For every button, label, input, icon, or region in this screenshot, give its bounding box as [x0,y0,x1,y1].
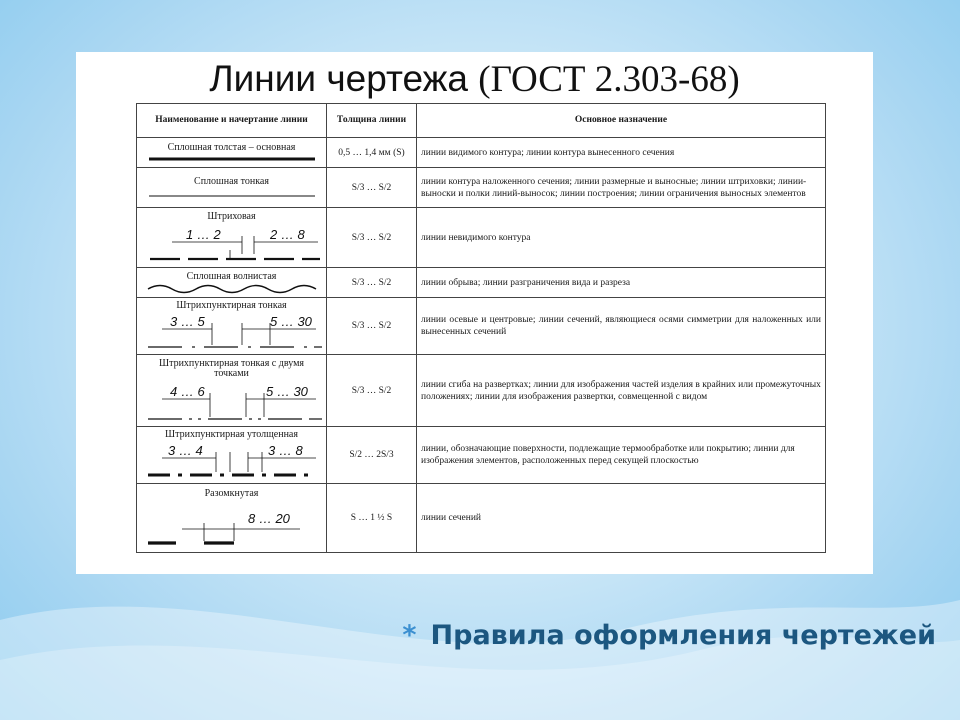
dim-right-label: 2 … 8 [269,226,305,242]
dashed-line-sample [142,222,322,266]
footer-title [402,620,936,651]
table-row [137,298,826,355]
row-name-cell [137,484,327,553]
line-name: Штрихпунктирная тонкая с двумя точками [158,358,304,379]
row-name-cell [137,168,327,208]
solid-thick-line-sample [147,153,317,165]
row-name-cell [137,138,327,168]
line-name: Штрихпунктирная утолщенная [165,429,298,440]
line-name: Штрихпунктирная тонкая [176,300,287,311]
dim-left-label: 3 … 4 [167,443,203,458]
line-name: Сплошная толстая – основная [167,141,296,153]
row-name-cell [137,208,327,268]
dim-right-label: 8 … 20 [247,511,290,526]
line-purpose: линии осевые и центровые; линии сечений, являющиеся осями симметрии для наложенных или вынесенных сечений [417,298,826,355]
table-row [137,484,826,553]
row-name-cell [137,268,327,298]
row-name-cell [137,298,327,355]
slide-title-main: Линии чертежа [209,58,468,99]
header-purpose: Основное назначение [417,104,826,138]
line-purpose: линии сгиба на развертках; линии для изображения частей изделия в крайних или промежуточных положениях; линии для изображения развертки, совмещенной с видом [417,355,826,427]
line-types-table [136,103,826,553]
line-purpose: линии обрыва; линии разграничения вида и разреза [417,268,826,298]
line-thickness: S … 1 ½ S [327,484,417,553]
dim-right-label: 3 … 8 [267,443,303,458]
line-thickness: S/3 … S/2 [327,298,417,355]
solid-thin-line-sample [147,187,317,201]
dim-right-label: 5 … 30 [269,314,312,329]
line-name: Сплошная волнистая [186,270,277,282]
dash-dot-thick-line-sample [142,440,322,482]
line-thickness: S/3 … S/2 [327,355,417,427]
row-name-cell [137,427,327,484]
line-name: Сплошная тонкая [194,175,269,187]
line-thickness: S/2 … 2S/3 [327,427,417,484]
line-thickness: S/3 … S/2 [327,168,417,208]
table-header-row [137,104,826,138]
table-row [137,427,826,484]
dim-left-label: 3 … 5 [169,314,205,329]
line-purpose: линии контура наложенного сечения; линии размерные и выносные; линии штриховки; линии-выноски и полки линий-выносок; линии построения; линии ограничения выносных элементов [417,168,826,208]
table-row [137,138,826,168]
table-row [137,168,826,208]
wavy-line-sample [142,282,322,296]
header-name: Наименование и начертание линии [137,104,327,138]
header-thickness: Толщина линии [327,104,417,138]
footer-title-text: Правила оформления чертежей [430,620,936,651]
dim-right-label: 5 … 30 [265,384,308,399]
row-name-cell [137,355,327,427]
line-thickness: S/3 … S/2 [327,268,417,298]
line-thickness: S/3 … S/2 [327,208,417,268]
open-line-sample [142,499,322,549]
bullet-star-icon: * [402,620,417,651]
line-name: Штриховая [207,210,256,222]
line-purpose: линии видимого контура; линии контура вынесенного сечения [417,138,826,168]
line-purpose: линии невидимого контура [417,208,826,268]
line-purpose: линии сечений [417,484,826,553]
slide-title-reference: (ГОСТ 2.303-68) [478,59,740,100]
dash-dot-thin-line-sample [142,311,322,353]
content-panel [76,52,873,574]
line-name: Разомкнутая [204,488,259,499]
table-row [137,208,826,268]
line-thickness: 0,5 … 1,4 мм (S) [327,138,417,168]
slide-title [76,58,873,101]
dim-left-label: 4 … 6 [169,384,205,399]
table-row [137,268,826,298]
dash-double-dot-line-sample [142,379,322,423]
dim-left-label: 1 … 2 [185,226,221,242]
table-row [137,355,826,427]
line-purpose: линии, обозначающие поверхности, подлежащие термообработке или покрытию; линии для изображения элементов, расположенных перед секущей плоскостью [417,427,826,484]
